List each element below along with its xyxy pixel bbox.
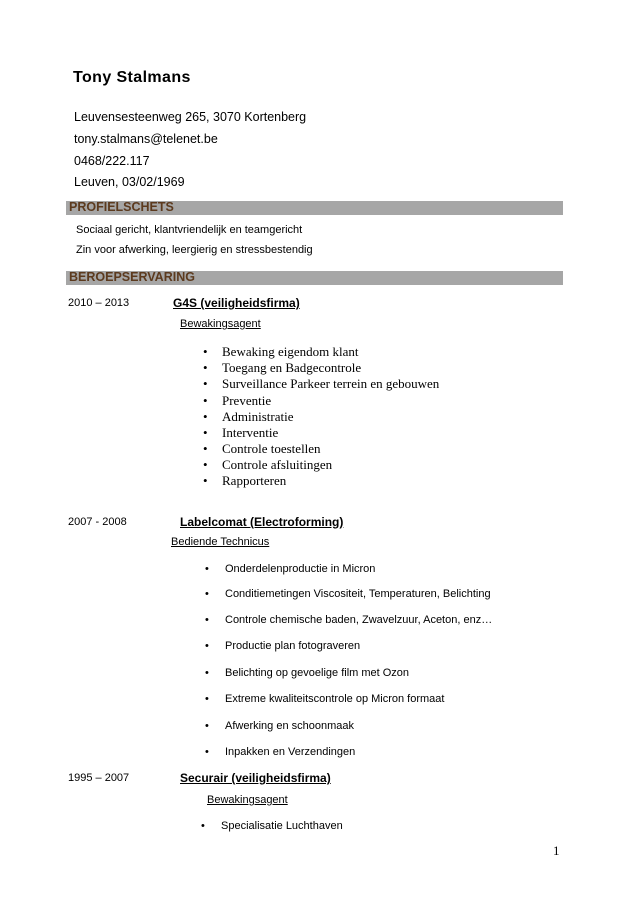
email: tony.stalmans@telenet.be [74, 132, 218, 146]
bullet-icon: • [205, 563, 209, 575]
job-role: Bewakingsagent [180, 318, 261, 330]
bullet-icon: • [203, 457, 208, 472]
job-period: 2010 – 2013 [68, 297, 130, 309]
section-heading-experience: BEROEPSERVARING [69, 270, 195, 284]
bullet-icon: • [203, 344, 208, 359]
birth-info: Leuven, 03/02/1969 [74, 175, 185, 189]
bullet-icon: • [205, 667, 209, 679]
bullet-icon: • [205, 614, 209, 626]
bullet-icon: • [203, 425, 208, 440]
job-period: 2007 - 2008 [68, 516, 127, 528]
bullet-icon: • [205, 720, 209, 732]
address: Leuvensesteenweg 265, 3070 Kortenberg [74, 110, 307, 124]
bullet-icon: • [203, 376, 208, 391]
section-bar-experience [66, 271, 563, 285]
bullet-icon: • [205, 640, 209, 652]
bullet-icon: • [203, 441, 208, 456]
job-role: Bewakingsagent [207, 794, 288, 806]
section-bar-profile [66, 201, 563, 215]
person-name: Tony Stalmans [73, 69, 191, 86]
bullet-icon: • [203, 473, 208, 488]
bullet-icon: • [201, 820, 205, 832]
profile-line: Zin voor afwerking, leergierig en stressbestendig [76, 244, 313, 256]
job-role: Bediende Technicus [171, 536, 270, 548]
bullet-icon: • [203, 360, 208, 375]
section-heading-profile: PROFIELSCHETS [69, 200, 174, 214]
bullet-icon: • [205, 693, 209, 705]
phone: 0468/222.117 [74, 154, 150, 168]
bullet-icon: • [203, 409, 208, 424]
job-company: G4S (veiligheidsfirma) [173, 296, 300, 310]
job-company: Labelcomat (Electroforming) [180, 515, 344, 529]
profile-line: Sociaal gericht, klantvriendelijk en teamgericht [76, 224, 303, 236]
job-company: Securair (veiligheidsfirma) [180, 771, 331, 785]
bullet-icon: • [205, 588, 209, 600]
job-period: 1995 – 2007 [68, 772, 130, 784]
page-number: 1 [553, 843, 560, 858]
bullet-icon: • [205, 746, 209, 758]
bullet-icon: • [203, 393, 208, 408]
